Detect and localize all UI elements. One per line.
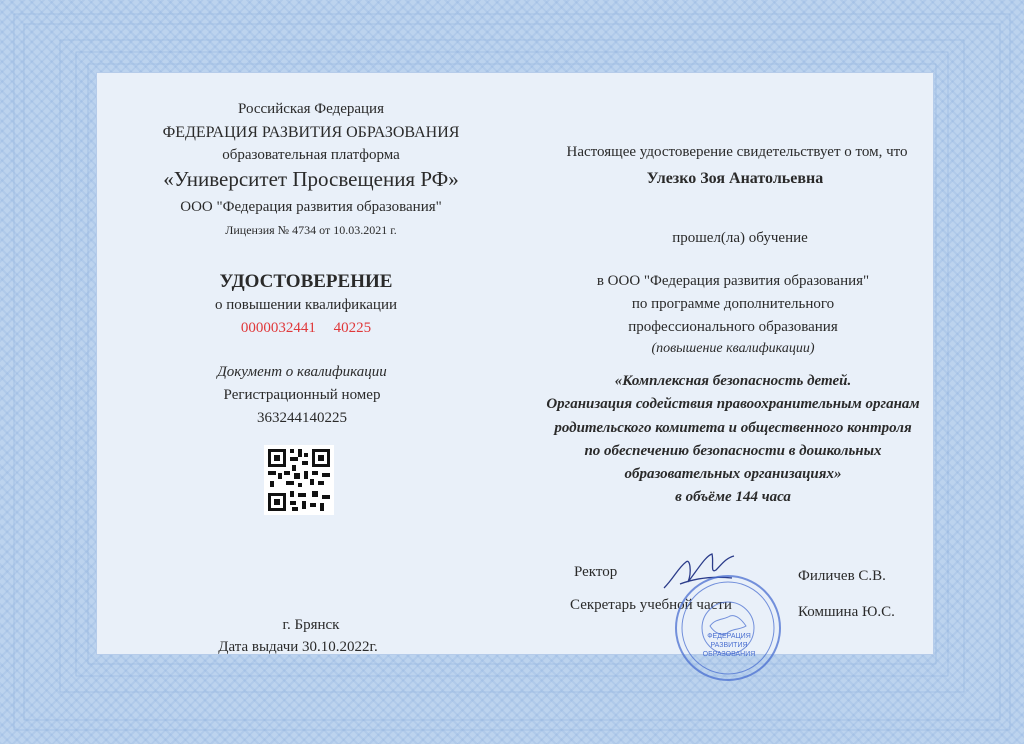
- rector-label: Ректор: [574, 564, 618, 580]
- program-title-line-2: Организация содействия правоохранительным органам: [546, 396, 920, 412]
- completed-text: прошел(ла) обучение: [672, 230, 808, 246]
- platform-label: образовательная платформа: [222, 147, 400, 163]
- issue-date: Дата выдачи 30.10.2022г.: [218, 639, 378, 655]
- qr-code: [264, 445, 334, 515]
- holder-name: Улезко Зоя Анатольевна: [646, 170, 824, 187]
- official-stamp: [672, 572, 784, 684]
- license-text: Лицензия № 4734 от 10.03.2021 г.: [225, 223, 397, 237]
- doc-title: УДОСТОВЕРЕНИЕ: [219, 271, 393, 292]
- intro-text: Настоящее удостоверение свидетельствует о том, что: [566, 144, 908, 160]
- stamp-text: ФЕДЕРАЦИЯ РАЗВИТИЯ ОБРАЗОВАНИЯ: [702, 633, 756, 658]
- rector-name: Филичев С.В.: [798, 568, 886, 584]
- serial-number: 0000032441: [240, 320, 316, 336]
- program-type: (повышение квалификации): [651, 341, 815, 356]
- platform-name: «Университет Просвещения РФ»: [163, 167, 459, 191]
- org-line-1: в ООО "Федерация развития образования": [596, 273, 870, 289]
- country-text: Российская Федерация: [238, 101, 384, 117]
- org-caps-text: ФЕДЕРАЦИЯ РАЗВИТИЯ ОБРАЗОВАНИЯ: [162, 124, 460, 141]
- doc-subtitle: о повышении квалификации: [215, 297, 397, 313]
- hours-text: в объёме 144 часа: [675, 489, 791, 505]
- org-line-3: профессионального образования: [628, 319, 838, 335]
- program-title-line-5: образовательных организациях»: [624, 466, 842, 482]
- org-line-2: по программе дополнительного: [631, 296, 835, 312]
- program-title-line-3: родительского комитета и общественного контроля: [554, 420, 912, 436]
- company-name: ООО "Федерация развития образования": [180, 199, 442, 215]
- serial-line: [241, 320, 371, 337]
- doc-number: 40225: [333, 320, 372, 336]
- secretary-label: Секретарь учебной части: [570, 597, 732, 613]
- reg-label: Регистрационный номер: [223, 387, 381, 403]
- program-title-line-4: по обеспечению безопасности в дошкольных: [584, 443, 882, 459]
- secretary-name: Комшина Ю.С.: [798, 604, 895, 620]
- city-text: г. Брянск: [282, 617, 340, 633]
- doc-type: Документ о квалификации: [217, 364, 387, 380]
- reg-number: 363244140225: [257, 410, 347, 426]
- program-title-line-1: «Комплексная безопасность детей.: [614, 373, 852, 389]
